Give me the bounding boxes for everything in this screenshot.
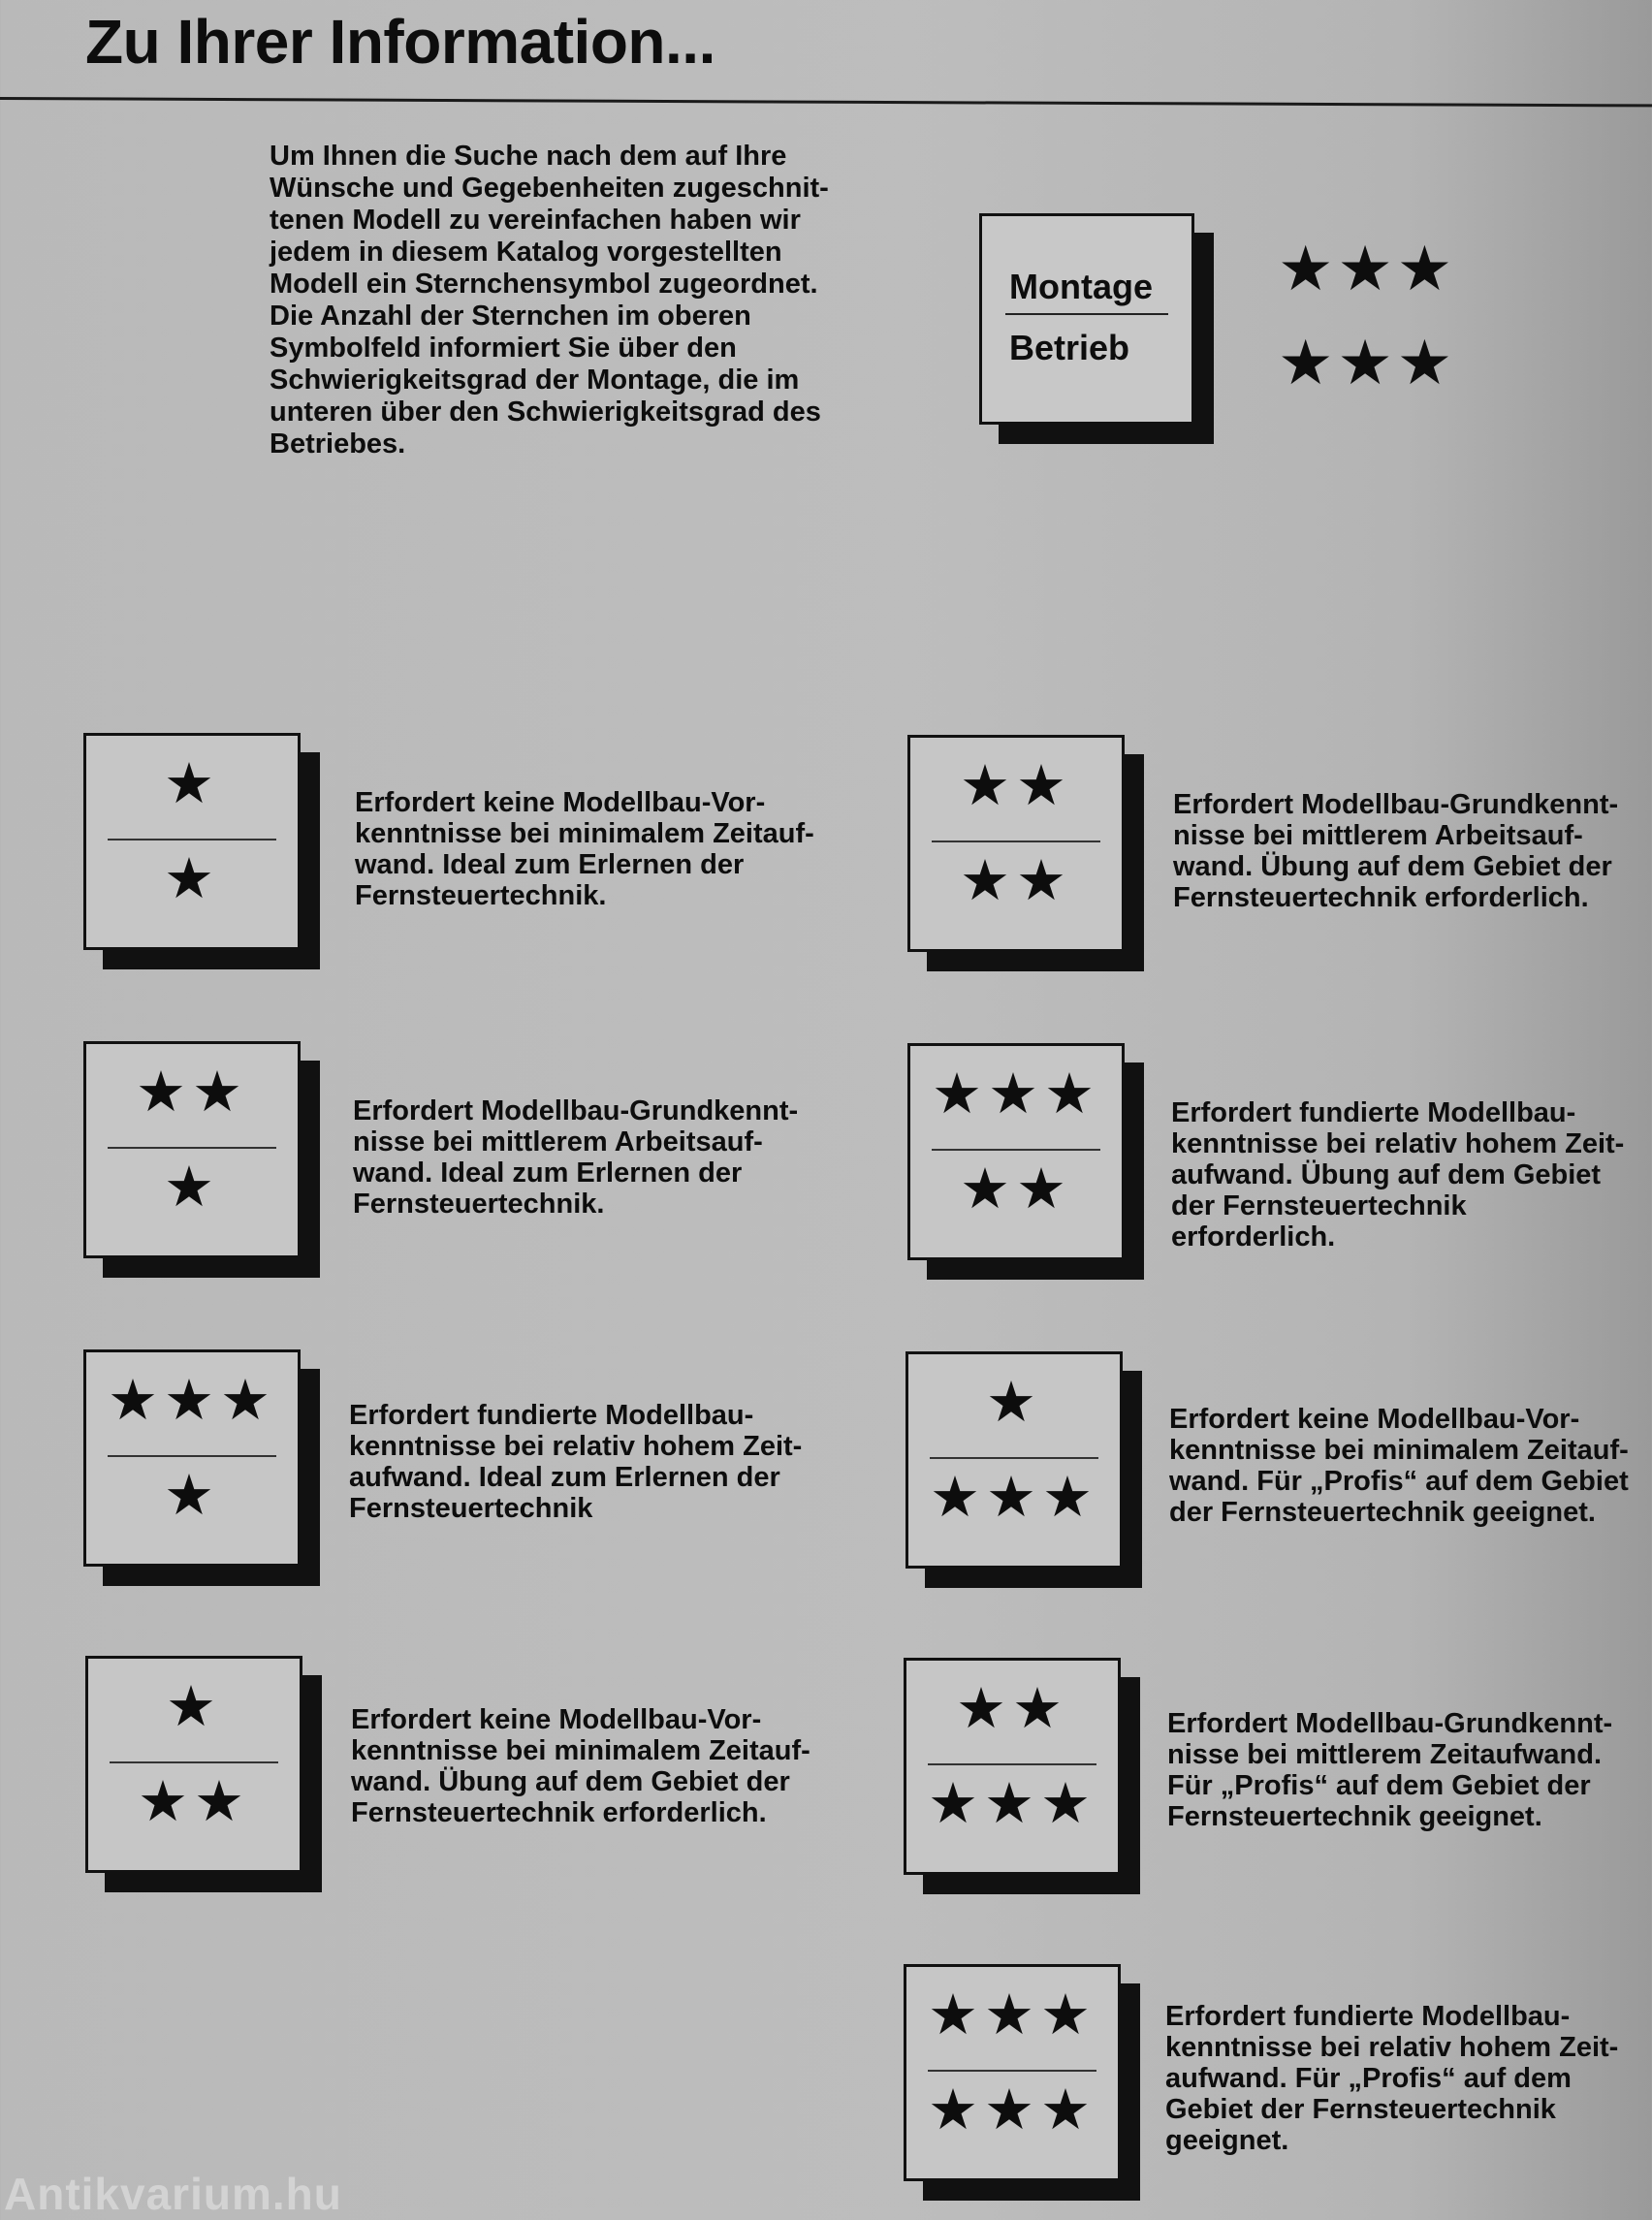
montage-stars-icon: ★★★ <box>928 1983 1096 2046</box>
montage-stars-icon: ★★ <box>960 754 1072 817</box>
rating-symbol-box <box>905 1351 1123 1569</box>
rating-item <box>905 1351 1652 1594</box>
rating-symbol-box <box>83 733 301 950</box>
intro-line: Betriebes. <box>270 428 406 460</box>
betrieb-stars-icon: ★★★ <box>930 1466 1098 1529</box>
betrieb-stars-icon: ★★★ <box>928 1772 1096 1835</box>
montage-stars-icon: ★★★ <box>108 1369 276 1432</box>
rating-description: Erfordert keine Modellbau-Vor- kenntnisse bei minimalem Zeitauf- wand. Übung auf dem Gebiet der Fernsteuertechnik erforderlich. <box>351 1704 810 1828</box>
legend-betrieb-label: Betrieb <box>1009 328 1130 367</box>
symbol-divider <box>108 839 276 840</box>
symbol-divider <box>928 2070 1096 2072</box>
rating-symbol-box <box>904 1658 1121 1875</box>
symbol-divider <box>110 1761 278 1763</box>
intro-line: Symbolfeld informiert Sie über den <box>270 333 737 364</box>
rating-description: Erfordert Modellbau-Grundkennt- nisse bei mittlerem Zeitaufwand. Für „Profis“ auf dem Gebiet der Fernsteuertechnik geeignet. <box>1167 1708 1613 1832</box>
symbol-divider <box>108 1147 276 1149</box>
intro-line: Um Ihnen die Suche nach dem auf Ihre <box>270 141 787 172</box>
rating-symbol-box <box>83 1041 301 1258</box>
title-divider <box>0 97 1652 107</box>
rating-symbol-box <box>907 1043 1125 1260</box>
intro-line: Modell ein Sternchensymbol zugeordnet. <box>270 269 818 300</box>
intro-line: jedem in diesem Katalog vorgestellten <box>270 237 782 268</box>
betrieb-stars-icon: ★★ <box>138 1770 250 1833</box>
montage-stars-icon: ★★ <box>136 1061 248 1124</box>
legend-symbol-box <box>979 213 1194 425</box>
betrieb-stars-icon: ★ <box>164 1464 220 1527</box>
rating-description: Erfordert keine Modellbau-Vor- kenntnisse bei minimalem Zeitauf- wand. Ideal zum Erlernen der Fernsteuertechnik. <box>355 787 814 911</box>
rating-description: Erfordert fundierte Modellbau- kenntnisse bei relativ hohem Zeit- aufwand. Für „Profis“ auf dem Gebiet der Fernsteuertechnik geeignet. <box>1165 2001 1619 2156</box>
montage-stars-icon: ★★ <box>956 1677 1068 1740</box>
montage-stars-icon: ★ <box>164 752 220 815</box>
rating-symbol-box <box>85 1656 302 1873</box>
rating-item <box>907 735 1652 977</box>
rating-description: Erfordert Modellbau-Grundkennt- nisse bei mittlerem Arbeitsauf- wand. Ideal zum Erlernen der Fernsteuertechnik. <box>353 1095 799 1220</box>
rating-symbol-box <box>904 1964 1121 2181</box>
intro-line: tenen Modell zu vereinfachen haben wir <box>270 205 801 236</box>
rating-description: Erfordert fundierte Modellbau- kenntnisse bei relativ hohem Zeit- aufwand. Ideal zum Erlernen der Fernsteuertechnik <box>349 1400 803 1524</box>
symbol-divider <box>928 1763 1096 1765</box>
rating-description: Erfordert Modellbau-Grundkennt- nisse bei mittlerem Arbeitsauf- wand. Übung auf dem Gebiet der Fernsteuertechnik erforderlich. <box>1173 789 1619 913</box>
legend-montage-stars-icon: ★★★ <box>1278 234 1457 303</box>
betrieb-stars-icon: ★ <box>164 847 220 910</box>
intro-line: Schwierigkeitsgrad der Montage, die im <box>270 365 800 396</box>
legend-divider <box>1005 313 1168 315</box>
rating-description: Erfordert keine Modellbau-Vor- kenntnisse bei minimalem Zeitauf- wand. Für „Profis“ auf dem Gebiet der Fernsteuertechnik geeignet. <box>1169 1404 1629 1528</box>
rating-item <box>907 1043 1652 1285</box>
betrieb-stars-icon: ★★ <box>960 1158 1072 1221</box>
montage-stars-icon: ★ <box>986 1371 1042 1434</box>
rating-symbol-box <box>907 735 1125 952</box>
rating-item <box>83 1041 840 1284</box>
betrieb-stars-icon: ★ <box>164 1156 220 1219</box>
legend-betrieb-stars-icon: ★★★ <box>1278 328 1457 397</box>
rating-item <box>904 1658 1652 1900</box>
intro-line: Die Anzahl der Sternchen im oberen <box>270 301 751 332</box>
intro-line: Wünsche und Gegebenheiten zugeschnit- <box>270 173 829 204</box>
legend-montage-label: Montage <box>1009 267 1153 306</box>
rating-item <box>904 1964 1652 2206</box>
montage-stars-icon: ★★★ <box>932 1062 1100 1126</box>
rating-symbol-box <box>83 1349 301 1567</box>
intro-line: unteren über den Schwierigkeitsgrad des <box>270 396 821 428</box>
symbol-divider <box>932 840 1100 842</box>
rating-description: Erfordert fundierte Modellbau- kenntnisse bei relativ hohem Zeit- aufwand. Übung auf dem Gebiet der Fernsteuertechnik erforderlich. <box>1171 1097 1625 1253</box>
rating-item <box>83 1349 840 1592</box>
symbol-divider <box>930 1457 1098 1459</box>
montage-stars-icon: ★ <box>166 1675 222 1738</box>
symbol-divider <box>108 1455 276 1457</box>
betrieb-stars-icon: ★★★ <box>928 2078 1096 2141</box>
rating-item <box>85 1656 842 1898</box>
page-title: Zu Ihrer Information... <box>85 7 715 77</box>
symbol-divider <box>932 1149 1100 1151</box>
rating-item <box>83 733 840 975</box>
intro-paragraph <box>270 141 890 460</box>
betrieb-stars-icon: ★★ <box>960 849 1072 912</box>
watermark: Antikvarium.hu <box>4 2169 342 2219</box>
